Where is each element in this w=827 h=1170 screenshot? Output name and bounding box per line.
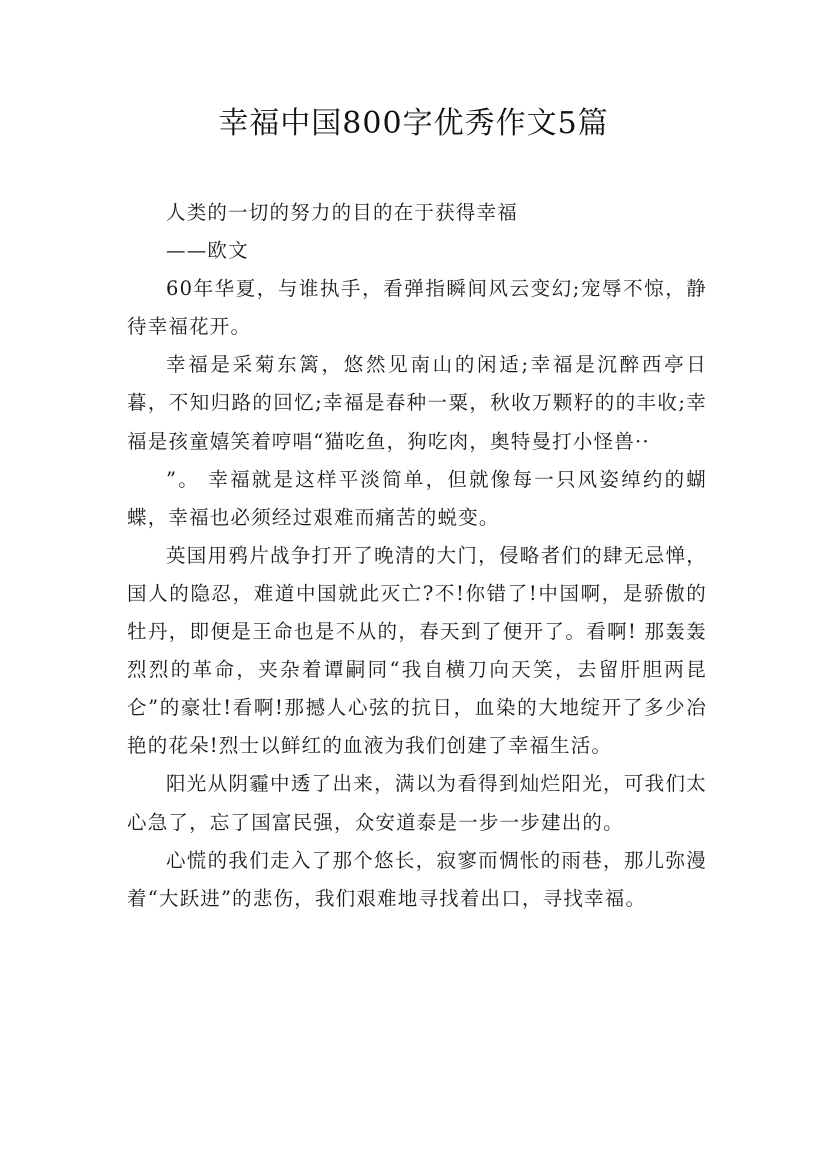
paragraph-1: 60年华夏，与谁执手，看弹指瞬间风云变幻;宠辱不惊，静待幸福花开。 <box>127 277 707 339</box>
document-title: 幸福中国800字优秀作文5篇 <box>218 106 609 141</box>
paragraph-6: 心慌的我们走入了那个悠长，寂寥而惆怅的雨巷，那儿弥漫着“大跃进”的悲伤，我们艰难地寻找着出口，寻找幸福。 <box>127 848 707 910</box>
paragraph-2: 幸福是采菊东篱，悠然见南山的闲适;幸福是沉醉西亭日暮，不知归路的回忆;幸福是春种一粟，秋收万颗籽的的丰收;幸福是孩童嬉笑着哼唱“猫吃鱼，狗吃肉，奥特曼打小怪兽·· <box>127 353 707 453</box>
paragraph-5: 阳光从阴霾中透了出来，满以为看得到灿烂阳光，可我们太心急了，忘了国富民强，众安道泰是一步一步建出的。 <box>127 772 707 834</box>
paragraph-3: ”。 幸福就是这样平淡简单，但就像每一只风姿绰约的蝴蝶，幸福也必须经过艰难而痛苦的蜕变。 <box>127 467 707 529</box>
epigraph-quote: 人类的一切的努力的目的在于获得幸福 <box>166 201 518 224</box>
epigraph-author: ——欧文 <box>166 239 249 263</box>
paragraph-4: 英国用鸦片战争打开了晚清的大门，侵略者们的肆无忌惮，国人的隐忍，难道中国就此灭亡?不!你错了!中国啊，是骄傲的牡丹，即便是王命也是不从的，春天到了便开了。看啊! 那轰轰烈烈的革命，夹杂着谭嗣同“我自横刀向天笑，去留肝胆两昆仑”的豪壮!看啊!那撼人心弦的抗日，血染的大地绽开了多少冶艳的花朵!烈士以鲜红的血液为我们创建了幸福生活。 <box>127 543 707 758</box>
document-body <box>127 194 707 918</box>
